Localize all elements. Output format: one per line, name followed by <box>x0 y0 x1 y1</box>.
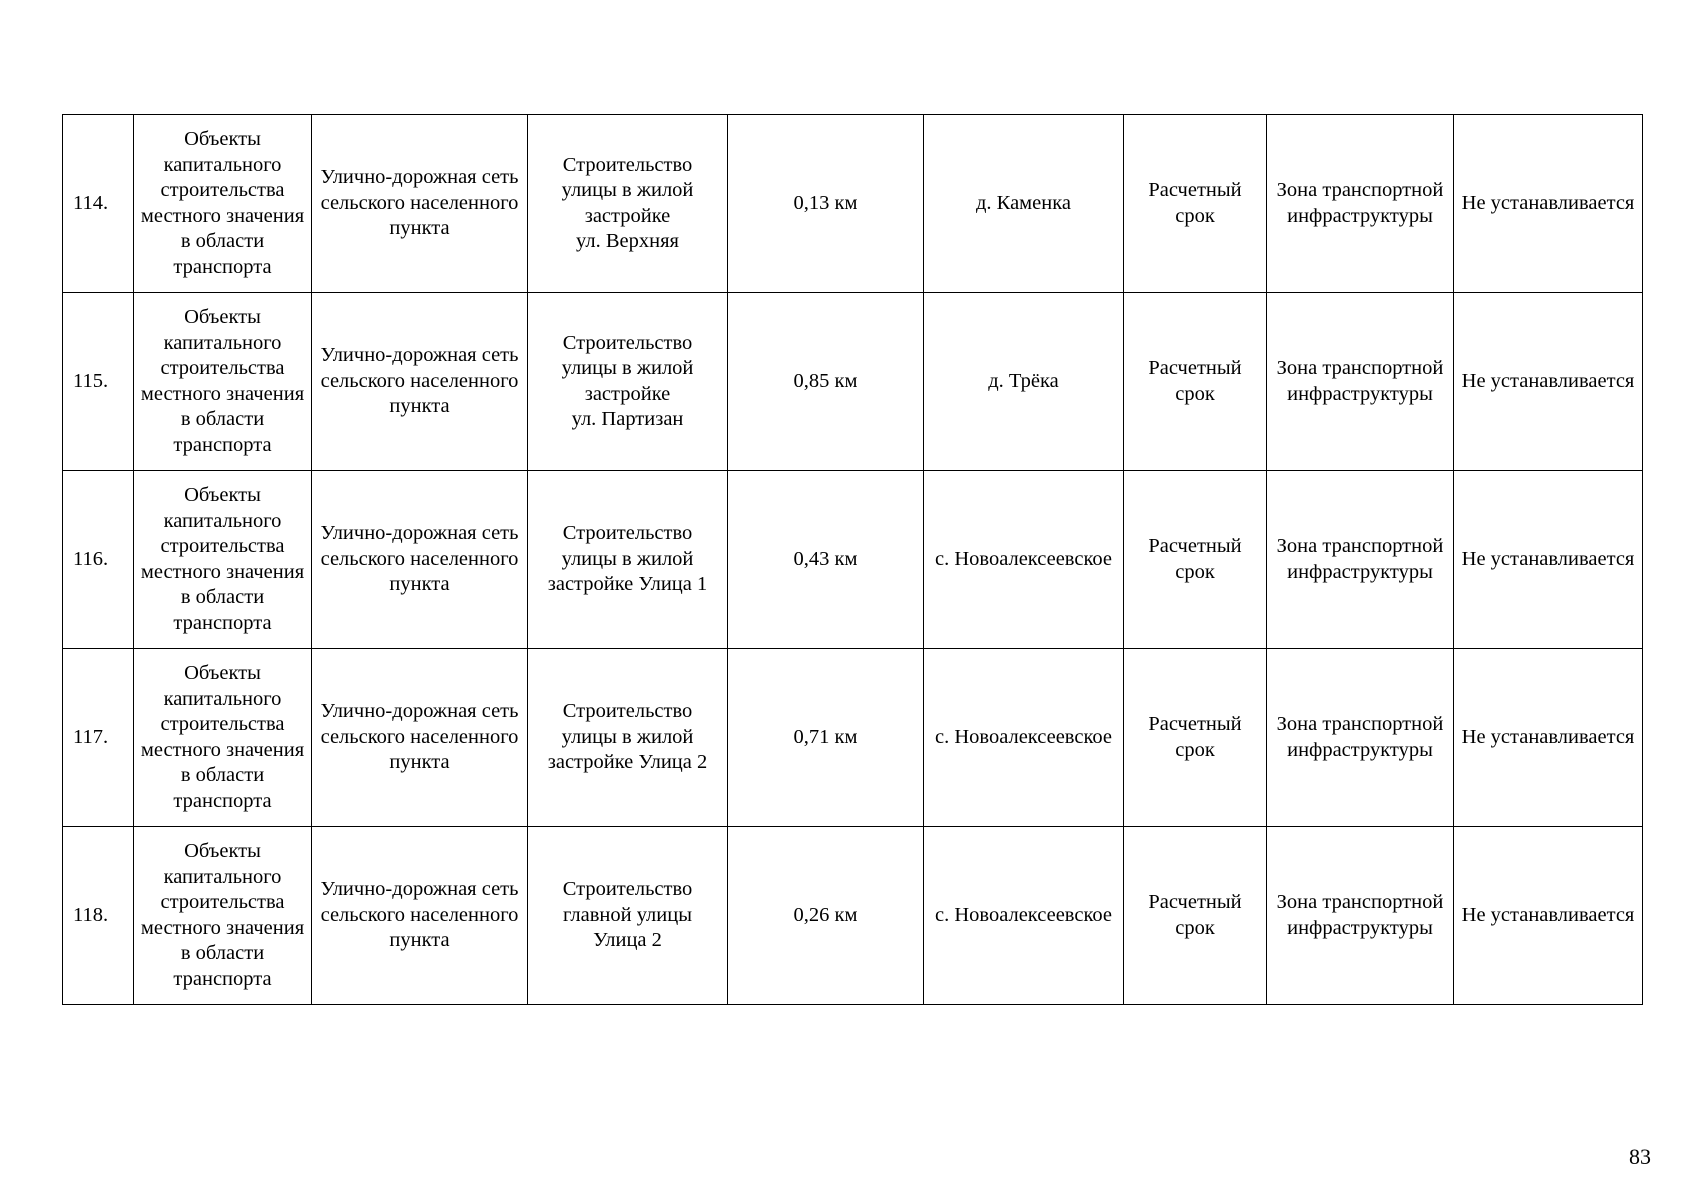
object-term: Расчетный срок <box>1124 827 1267 1005</box>
object-category: Улично-дорожная сеть сельского населенного пункта <box>312 649 528 827</box>
object-category: Улично-дорожная сеть сельского населенного пункта <box>312 293 528 471</box>
object-name: Строительство главной улицы Улица 2 <box>528 827 728 1005</box>
table-row <box>63 471 1643 649</box>
object-type: Объекты капитального строительства местного значения в области транспорта <box>134 293 312 471</box>
row-number: 114. <box>63 115 134 293</box>
object-type: Объекты капитального строительства местного значения в области транспорта <box>134 827 312 1005</box>
table-row <box>63 115 1643 293</box>
object-length: 0,43 км <box>728 471 924 649</box>
row-number: 115. <box>63 293 134 471</box>
object-name: Строительство улицы в жилой застройке Улица 2 <box>528 649 728 827</box>
object-term: Расчетный срок <box>1124 293 1267 471</box>
object-name: Строительство улицы в жилой застройке ул. Верхняя <box>528 115 728 293</box>
row-number: 117. <box>63 649 134 827</box>
object-type: Объекты капитального строительства местного значения в области транспорта <box>134 471 312 649</box>
object-protection: Не устанавливается <box>1454 827 1643 1005</box>
table-row <box>63 827 1643 1005</box>
object-protection: Не устанавливается <box>1454 471 1643 649</box>
object-category: Улично-дорожная сеть сельского населенного пункта <box>312 115 528 293</box>
object-term: Расчетный срок <box>1124 649 1267 827</box>
object-zone: Зона транспортной инфраструктуры <box>1267 827 1454 1005</box>
object-term: Расчетный срок <box>1124 115 1267 293</box>
object-zone: Зона транспортной инфраструктуры <box>1267 293 1454 471</box>
object-protection: Не устанавливается <box>1454 649 1643 827</box>
object-length: 0,13 км <box>728 115 924 293</box>
object-zone: Зона транспортной инфраструктуры <box>1267 649 1454 827</box>
objects-table <box>62 114 1643 1005</box>
object-location: с. Новоалексеевское <box>924 471 1124 649</box>
table-row <box>63 293 1643 471</box>
object-location: д. Каменка <box>924 115 1124 293</box>
object-category: Улично-дорожная сеть сельского населенного пункта <box>312 827 528 1005</box>
object-protection: Не устанавливается <box>1454 115 1643 293</box>
object-term: Расчетный срок <box>1124 471 1267 649</box>
row-number: 118. <box>63 827 134 1005</box>
object-length: 0,71 км <box>728 649 924 827</box>
object-location: с. Новоалексеевское <box>924 649 1124 827</box>
object-protection: Не устанавливается <box>1454 293 1643 471</box>
object-type: Объекты капитального строительства местного значения в области транспорта <box>134 115 312 293</box>
page-number: 83 <box>1629 1144 1651 1169</box>
object-type: Объекты капитального строительства местного значения в области транспорта <box>134 649 312 827</box>
object-name: Строительство улицы в жилой застройке Улица 1 <box>528 471 728 649</box>
table-row <box>63 649 1643 827</box>
object-name: Строительство улицы в жилой застройке ул. Партизан <box>528 293 728 471</box>
row-number: 116. <box>63 471 134 649</box>
object-length: 0,26 км <box>728 827 924 1005</box>
object-zone: Зона транспортной инфраструктуры <box>1267 115 1454 293</box>
object-location: с. Новоалексеевское <box>924 827 1124 1005</box>
object-category: Улично-дорожная сеть сельского населенного пункта <box>312 471 528 649</box>
object-location: д. Трёка <box>924 293 1124 471</box>
object-zone: Зона транспортной инфраструктуры <box>1267 471 1454 649</box>
object-length: 0,85 км <box>728 293 924 471</box>
